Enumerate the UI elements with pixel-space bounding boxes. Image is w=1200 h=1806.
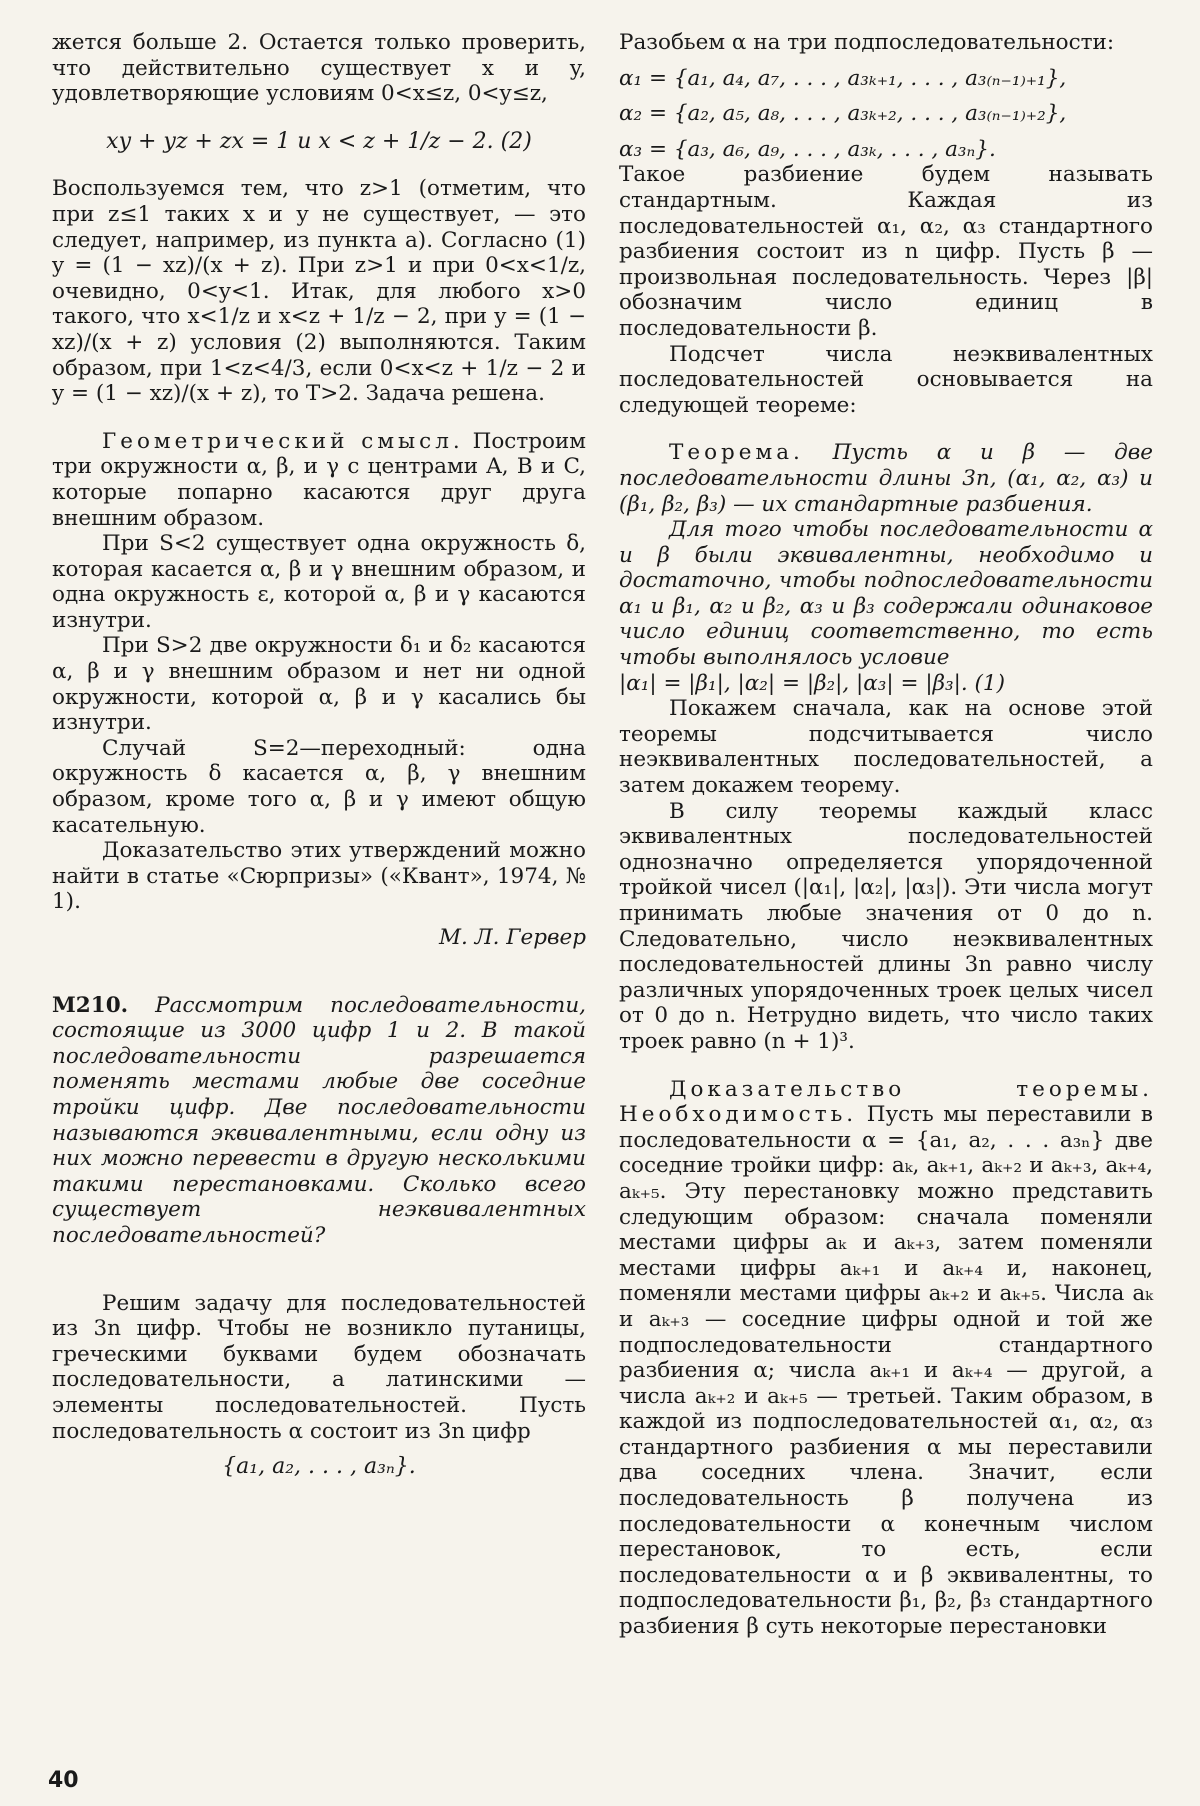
proof-label: Доказательство теоремы. Необходимость.	[619, 1076, 1153, 1128]
paragraph: В силу теоремы каждый класс эквивалентных последовательностей однозначно определяется упорядоченной тройкой чисел (|α₁|, |α₂|, |α₃|). Эти числа могут принимать любые значения от 0 до n. Следовательно, число неэквивалентных последовательностей длины 3n равно числу различных упорядоченных троек целых чисел от 0 до n. Нетрудно видеть, что число таких троек равно (n + 1)³.	[619, 798, 1153, 1054]
paragraph: Подсчет числа неэквивалентных последовательностей основывается на следующей теореме:	[619, 341, 1153, 418]
theorem-label: Теорема.	[669, 440, 804, 466]
proof: Доказательство теоремы. Необходимость. Пусть мы переставили в последовательности α = {a₁, a₂, . . . a₃ₙ} две соседние тройки цифр: aₖ, aₖ₊₁, aₖ₊₂ и aₖ₊₃, aₖ₊₄, aₖ₊₅. Эту перестановку можно представить следующим образом: сначала поменяли местами цифры aₖ и aₖ₊₃, затем поменяли местами цифры aₖ₊₁ и aₖ₊₄ и, наконец, поменяли местами цифры aₖ₊₂ и aₖ₊₅. Числа aₖ и aₖ₊₃ — соседние цифры одной и той же подпоследовательности стандартного разбиения α; числа aₖ₊₁ и aₖ₊₄ — другой, а числа aₖ₊₂ и aₖ₊₅ — третьей. Таким образом, в каждой из подпоследовательностей α₁, α₂, α₃ стандартного разбиения α мы переставили два соседних члена. Значит, если последовательность β получена из последовательности α конечным числом перестановок, то есть, если последовательности α и β эквивалентны, то подпоследовательности β₁, β₂, β₃ стандартного разбиения β суть некоторые перестановки	[619, 1076, 1153, 1640]
paragraph: Такое разбиение будем называть стандартным. Каждая из последовательностей α₁, α₂, α₃ стандартного разбиения состоит из n цифр. Пусть β — произвольная последовательность. Через |β| обозначим число единиц в последовательности β.	[619, 162, 1153, 341]
paragraph-geometric-meaning: Геометрический смысл. Построим три окружности α, β, и γ с центрами A, B и C, которые попарно касаются друг друга внешним образом.	[52, 428, 586, 531]
page-number: 40	[48, 1768, 79, 1793]
problem-id: M210.	[52, 992, 129, 1018]
problem-statement: M210. Рассмотрим последовательности, состоящие из 3000 цифр 1 и 2. В такой последовательности разрешается поменять местами любые две соседние тройки цифр. Две последовательности называются эквивалентными, если одну из них можно перевести в другую несколькими такими перестановками. Сколько всего существует неэквивалентных последовательностей?	[52, 992, 586, 1248]
formula-condition-1: |α₁| = |β₁|, |α₂| = |β₂|, |α₃| = |β₃|. (1)	[619, 670, 1005, 696]
paragraph: При S<2 существует одна окружность δ, которая касается α, β и γ внешним образом, и одна окружность ε, которой α, β и γ касаются изнутри.	[52, 531, 586, 633]
formula-alpha3: α₃ = {a₃, a₆, a₉, . . . , a₃ₖ, . . . , a₃ₙ}.	[619, 136, 996, 162]
paragraph: Доказательство этих утверждений можно найти в статье «Сюрпризы» («Квант», 1974, № 1).	[52, 838, 586, 915]
theorem-body: Для того чтобы последовательности α и β были эквивалентны, необходимо и достаточно, чтобы подпоследовательности α₁ и β₁, α₂ и β₂, α₃ и β₃ содержали одинаковое число единиц соответственно, то есть чтобы выполнялось условие	[619, 517, 1153, 671]
formula-alpha2: α₂ = {a₂, a₅, a₈, . . . , a₃ₖ₊₂, . . . , a₃₍ₙ₋₁₎₊₂},	[619, 101, 1067, 127]
author-signature: М. Л. Гервер	[438, 925, 586, 950]
left-column	[52, 30, 586, 1480]
formula-2: xy + yz + zx = 1 и x < z + 1/z − 2. (2)	[106, 128, 532, 154]
paragraph: Разобьем α на три подпоследовательности:	[619, 30, 1115, 55]
theorem: Теорема. Пусть α и β — две последовательности длины 3n, (α₁, α₂, α₃) и (β₁, β₂, β₃) — их стандартные разбиения.	[619, 440, 1153, 517]
paragraph: При S>2 две окружности δ₁ и δ₂ касаются α, β и γ внешним образом и нет ни одной окружности, которой α, β и γ касались бы изнутри.	[52, 633, 586, 736]
right-column	[619, 30, 1153, 1640]
formula-sequence: {a₁, a₂, . . . , a₃ₙ}.	[222, 1454, 416, 1480]
paragraph: жется больше 2. Остается только проверить, что действительно существует x и y, удовлетворяющие условиям 0<x≤z, 0<y≤z,	[52, 30, 586, 107]
section-label: Геометрический смысл.	[102, 428, 464, 454]
paragraph: Воспользуемся тем, что z>1 (отметим, что при z≤1 таких x и y не существует, — это следует, например, из пункта а). Согласно (1) y = (1 − xz)/(x + z). При z>1 и при 0<x<1/z, очевидно, 0<y<1. Итак, для любого x>0 такого, что x<1/z и x<z + 1/z − 2, при y = (1 − xz)/(x + z) условия (2) выполняются. Таким образом, при 1<z<4/3, если 0<x<z + 1/z − 2 и y = (1 − xz)/(x + z), то T>2. Задача решена.	[52, 176, 586, 407]
formula-alpha1: α₁ = {a₁, a₄, a₇, . . . , a₃ₖ₊₁, . . . , a₃₍ₙ₋₁₎₊₁},	[619, 65, 1067, 91]
paragraph: Покажем сначала, как на основе этой теоремы подсчитывается число неэквивалентных последовательностей, а затем докажем теорему.	[619, 696, 1153, 799]
paragraph: Случай S=2—переходный: одна окружность δ касается α, β, γ внешним образом, кроме того α, β и γ имеют общую касательную.	[52, 735, 586, 838]
paragraph: Решим задачу для последовательностей из 3n цифр. Чтобы не возникло путаницы, греческими буквами будем обозначать последовательности, а латинскими — элементы последовательностей. Пусть последовательность α состоит из 3n цифр	[52, 1290, 586, 1444]
